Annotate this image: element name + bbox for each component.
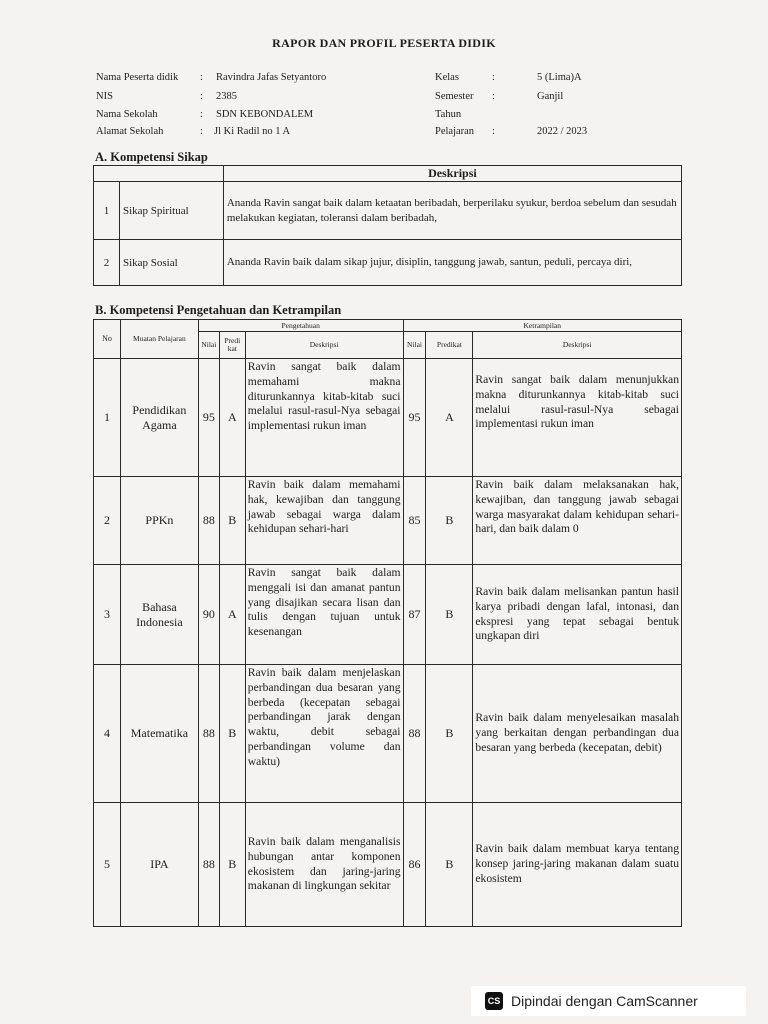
report-title: RAPOR DAN PROFIL PESERTA DIDIK [272,36,496,50]
ketrampilan-predikat: B [426,665,473,803]
row-number: 2 [94,477,121,565]
sikap-desc: Ananda Ravin baik dalam sikap jujur, disiplin, tanggung jawab, santun, peduli, percaya diri, [223,240,681,286]
ketrampilan-nilai: 95 [403,359,426,477]
info-label: NIS [96,91,113,102]
ketrampilan-deskripsi: Ravin baik dalam melaksanakan hak, kewajiban, dan tanggung jawab sebagai warga masyarakat dalam kehidupan sehari-hari, dan baik dalam 0 [473,477,682,565]
sikap-name: Sikap Sosial [119,240,223,286]
info-value: Jl Ki Radil no 1 A [214,126,291,137]
ketrampilan-deskripsi: Ravin baik dalam melisankan pantun hasil karya pribadi dengan lafal, intonasi, dan ekspresi yang tepat sebagai bentuk ungkapan diri [473,565,682,665]
info-value: 2022 / 2023 [537,126,588,137]
pengetahuan-nilai: 88 [198,803,219,927]
info-label: Alamat Sekolah [96,126,164,137]
pengetahuan-deskripsi: Ravin baik dalam memahami hak, kewajiban dan tanggung jawab sebagai warga dalam kehidupan sehari-hari [245,477,403,565]
header-deskripsi: Deskripsi [473,332,682,359]
info-colon: : [492,126,495,137]
table-row [94,240,682,286]
ketrampilan-predikat: B [426,565,473,665]
row-number: 4 [94,665,121,803]
pengetahuan-predikat: B [219,803,245,927]
camscanner-icon: CS [485,992,503,1010]
row-number: 1 [94,182,120,240]
camscanner-label: Dipindai dengan CamScanner [511,993,698,1009]
row-number: 1 [94,359,121,477]
row-number: 2 [94,240,120,286]
info-label: Semester [435,91,474,102]
info-colon: : [200,91,203,102]
subject-name: Pendidikan Agama [120,359,198,477]
subject-name: Bahasa Indonesia [120,565,198,665]
subject-name: Matematika [120,665,198,803]
ketrampilan-predikat: B [426,803,473,927]
ketrampilan-nilai: 88 [403,665,426,803]
pengetahuan-deskripsi: Ravin baik dalam menganalisis hubungan antar komponen ekosistem dan jaring-jaring makanan di lingkungan sekitar [245,803,403,927]
pengetahuan-nilai: 88 [198,477,219,565]
ketrampilan-deskripsi: Ravin baik dalam membuat karya tentang konsep jaring-jaring makanan dalam suatu ekosistem [473,803,682,927]
pengetahuan-deskripsi: Ravin baik dalam menjelaskan perbandingan dua besaran yang berbeda (kecepatan sebagai perbandingan jarak dengan waktu, debit sebagai perbandingan volume dan waktu) [245,665,403,803]
info-value: 5 (Lima)A [537,72,582,83]
row-number: 5 [94,803,121,927]
info-label: Nama Peserta didik [96,72,179,83]
header-ketrampilan: Ketrampilan [403,320,682,332]
pengetahuan-predikat: A [219,565,245,665]
ketrampilan-deskripsi: Ravin sangat baik dalam menunjukkan makna diturunkannya kitab-kitab suci melalui rasul-rasul-Nya sebagai implementasi rukun iman [473,359,682,477]
table-row [94,565,682,665]
header-pengetahuan: Pengetahuan [198,320,403,332]
pengetahuan-predikat: B [219,477,245,565]
ketrampilan-nilai: 87 [403,565,426,665]
info-colon: : [200,109,203,120]
header-nilai: Nilai [198,332,219,359]
pengetahuan-predikat: B [219,665,245,803]
ketrampilan-nilai: 85 [403,477,426,565]
pengetahuan-predikat: A [219,359,245,477]
header-muatan: Muatan Pelajaran [120,320,198,359]
section-a-title: A. Kompetensi Sikap [95,150,208,164]
info-colon: : [200,72,203,83]
pengetahuan-deskripsi: Ravin sangat baik dalam menggali isi dan amanat pantun yang disajikan secara lisan dan tulis dengan tujuan untuk kesenangan [245,565,403,665]
info-colon: : [492,72,495,83]
pengetahuan-nilai: 95 [198,359,219,477]
table-row [94,803,682,927]
camscanner-badge [471,986,746,1016]
sikap-table [93,165,682,286]
header-deskripsi: Deskripsi [245,332,403,359]
pengetahuan-deskripsi: Ravin sangat baik dalam memahami makna diturunkannya kitab-kitab suci melalui rasul-rasul-Nya sebagai implementasi rukun iman [245,359,403,477]
kompetensi-table [93,319,682,927]
header-predikat: Predikat [426,332,473,359]
sikap-desc: Ananda Ravin sangat baik dalam ketaatan beribadah, berperilaku syukur, berdoa sebelum dan sesudah melakukan kegiatan, toleransi dalam beribadah, [223,182,681,240]
info-value: SDN KEBONDALEM [216,109,314,120]
info-label: Kelas [435,72,459,83]
ketrampilan-deskripsi: Ravin baik dalam menyelesaikan masalah yang berkaitan dengan perbandingan dua besaran yang berbeda (kecepatan, debit) [473,665,682,803]
info-colon: : [492,91,495,102]
ketrampilan-nilai: 86 [403,803,426,927]
header-nilai: Nilai [403,332,426,359]
table-row [94,477,682,565]
sikap-name: Sikap Spiritual [119,182,223,240]
pengetahuan-nilai: 88 [198,665,219,803]
info-label: Pelajaran [435,126,475,137]
header-no: No [94,320,121,359]
section-b-title: B. Kompetensi Pengetahuan dan Ketrampilan [95,303,342,317]
row-number: 3 [94,565,121,665]
subject-name: PPKn [120,477,198,565]
ketrampilan-predikat: B [426,477,473,565]
info-label: Nama Sekolah [96,109,158,120]
ketrampilan-predikat: A [426,359,473,477]
table-row [94,182,682,240]
subject-name: IPA [120,803,198,927]
info-value: Ganjil [537,91,564,102]
sikap-header: Deskripsi [223,166,681,182]
info-label: Tahun [435,109,462,120]
info-colon: : [200,126,203,137]
info-value: 2385 [216,91,237,102]
table-row [94,665,682,803]
header-predikat: Predi kat [219,332,245,359]
pengetahuan-nilai: 90 [198,565,219,665]
info-value: Ravindra Jafas Setyantoro [216,72,327,83]
table-row [94,359,682,477]
